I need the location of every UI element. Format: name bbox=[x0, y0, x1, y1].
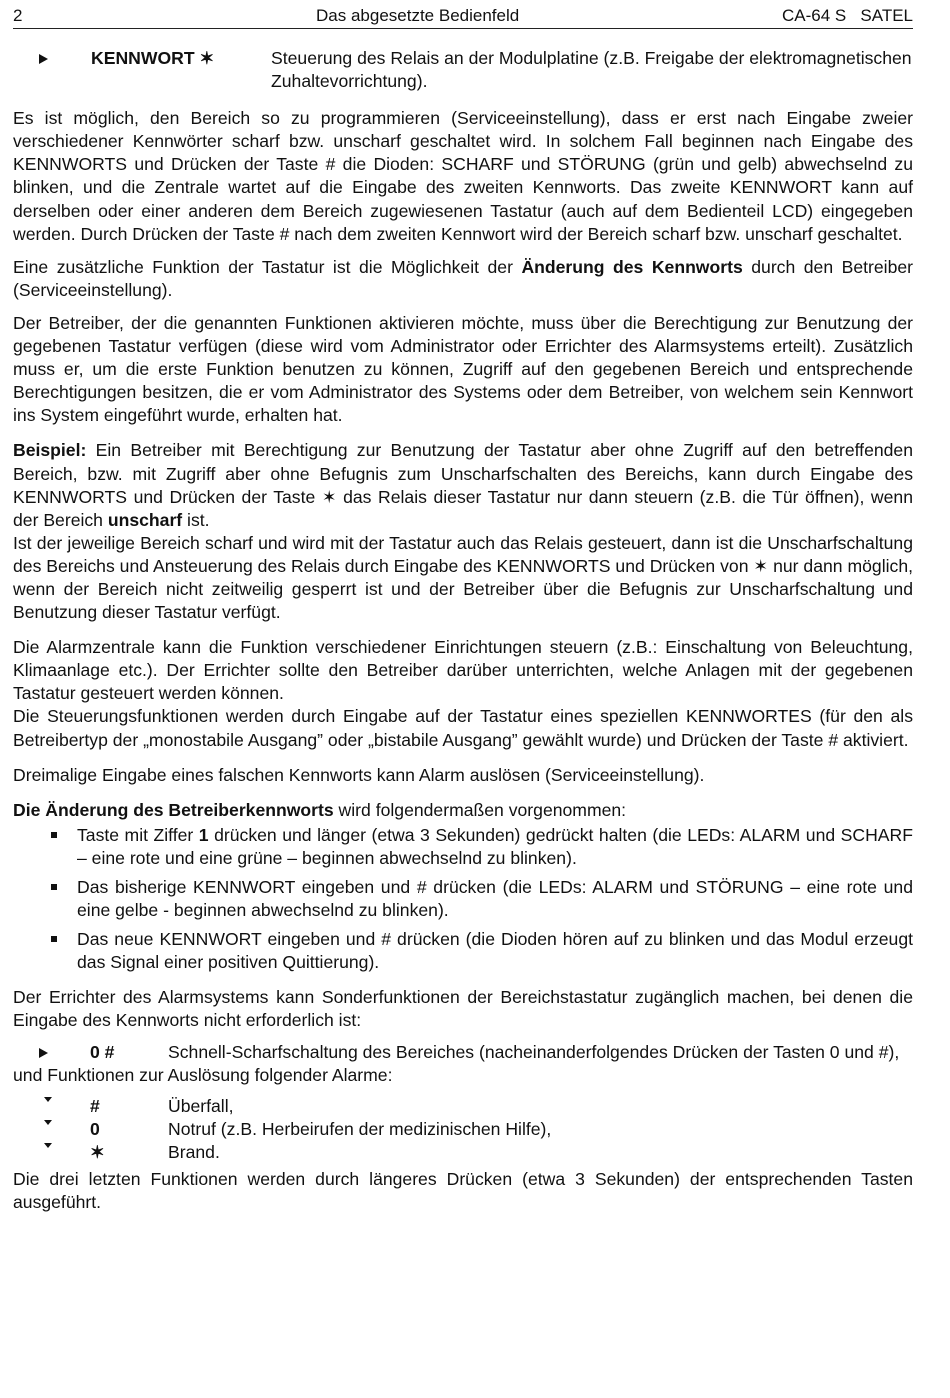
section-title: Das abgesetzte Bedienfeld bbox=[316, 6, 520, 25]
paragraph: Die Alarmzentrale kann die Funktion verschiedener Einrichtungen steuern (z.B.: Einschaltung von Beleuchtung, Klimaanlage etc.). Der Errichter sollte den Betreiber darüber unterrichten, welche Anlagen mit der gegebenen Tastatur gesteuert werden können. bbox=[13, 637, 913, 704]
paragraph: Die drei letzten Funktionen werden durch längeres Drücken (etwa 3 Sekunden) der entsprechenden Tasten ausgeführt. bbox=[13, 1169, 913, 1213]
paragraph: Die Steuerungsfunktionen werden durch Eingabe auf der Tastatur eines speziellen KENNWORTES (für den als Betreibertyp der „monostabile Ausgang” oder „bistabile Ausgang” gewählt wurde) und Drücken der Taste # aktiviert. bbox=[13, 706, 913, 750]
alarm-item bbox=[13, 1118, 913, 1141]
definition-term: KENNWORT ✶ bbox=[91, 48, 215, 68]
document-page bbox=[13, 0, 913, 1214]
square-bullet-icon bbox=[51, 884, 57, 890]
alarm-key: 0 bbox=[90, 1118, 100, 1139]
paragraph: Dreimalige Eingabe eines falschen Kennworts kann Alarm auslösen (Serviceeinstellung). bbox=[13, 764, 705, 785]
function-desc: Schnell-Scharfschaltung des Bereiches (nacheinanderfolgendes Drücken der Tasten 0 und #), bbox=[168, 1041, 900, 1062]
paragraph: Der Errichter des Alarmsystems kann Sonderfunktionen der Bereichstastatur zugänglich machen, bei denen die Eingabe des Kennworts nicht erforderlich ist: bbox=[13, 987, 913, 1031]
arrow-bullet-icon bbox=[39, 1048, 48, 1058]
list-item: Das bisherige KENNWORT eingeben und # drücken (die LEDs: ALARM und STÖRUNG – eine rote und eine gelbe - beginnen abwechselnd zu blinken). bbox=[13, 876, 913, 922]
paragraph: und Funktionen zur Auslösung folgender Alarme: bbox=[13, 1064, 393, 1085]
alarm-item bbox=[13, 1141, 913, 1164]
list-item: Das neue KENNWORT eingeben und # drücken (die Dioden hören auf zu blinken und das Modul erzeugt das Signal einer positiven Quittierung). bbox=[13, 928, 913, 974]
alarm-item bbox=[13, 1095, 913, 1118]
page-number: 2 bbox=[13, 6, 23, 25]
alarm-desc: Brand. bbox=[168, 1141, 220, 1162]
alarm-desc: Notruf (z.B. Herbeirufen der medizinischen Hilfe), bbox=[168, 1118, 552, 1139]
page-header bbox=[13, 0, 913, 29]
square-bullet-icon bbox=[51, 936, 57, 942]
triangle-bullet-icon bbox=[44, 1120, 52, 1125]
arrow-bullet-icon bbox=[39, 54, 48, 64]
definition-item bbox=[13, 47, 913, 93]
paragraph: Es ist möglich, den Bereich so zu programmieren (Serviceeinstellung), dass er erst nach Eingabe zweier verschiedener Kennwörter scharf bzw. unscharf geschaltet wird. In solchem Fall beginnen nach Eingabe des KENNWORTS und Drücken der Taste # die Dioden: SCHARF und STÖRUNG (grün und gelb) abwechselnd zu blinken, und die Zentrale wartet auf die Eingabe des zweiten Kennworts. Das zweite KENNWORT kann auf derselben oder einer anderen dem Bereich zugewiesenen Tastatur (auch auf dem Bedienteil LCD) eingegeben werden. Durch Drücken der Taste # nach dem zweiten Kennwort wird der Bereich scharf bzw. unscharf geschaltet. bbox=[13, 108, 913, 244]
product-name: CA-64 S SATEL bbox=[781, 6, 913, 25]
alarm-desc: Überfall, bbox=[168, 1095, 234, 1116]
function-item bbox=[13, 1041, 913, 1064]
function-key: 0 # bbox=[90, 1041, 115, 1062]
paragraph: Der Betreiber, der die genannten Funktionen aktivieren möchte, muss über die Berechtigung zur Benutzung der gegebenen Tastatur verfügen (diese wird vom Administrator oder Errichter des Alarmsystems erteilt). Zusätzlich muss er, um die erste Funktion benutzen zu können, Zugriff auf den gegebenen Bereich und entsprechende Berechtigungen besitzen, die er vom Administrator des Systems oder dem Betreiber, von welchem sein Kennwort ins System eingeführt wurde, erhalten hat. bbox=[13, 312, 913, 426]
example-paragraph: Beispiel: Ein Betreiber mit Berechtigung zur Benutzung der Tastatur aber ohne Zugriff auf den betreffenden Bereich, bzw. mit Zugriff aber ohne Befugnis zum Unscharfschalten des Bereichs, kann durch Eingabe des KENNWORTS und Drücken der Taste ✶ das Relais dieser Tastatur nur dann steuern (z.B. die Tür öffnen), wenn der Bereich unscharf ist. bbox=[13, 440, 913, 530]
change-heading: Die Änderung des Betreiberkennworts wird folgendermaßen vorgenommen: bbox=[13, 799, 627, 820]
triangle-bullet-icon bbox=[44, 1097, 52, 1102]
list-item: Taste mit Ziffer 1 drücken und länger (etwa 3 Sekunden) gedrückt halten (die LEDs: ALARM und SCHARF – eine rote und eine grüne – beginnen abwechselnd zu blinken). bbox=[13, 824, 913, 870]
alarm-list bbox=[13, 1095, 913, 1164]
paragraph: Eine zusätzliche Funktion der Tastatur ist die Möglichkeit der Änderung des Kennworts durch den Betreiber (Serviceeinstellung). bbox=[13, 256, 914, 300]
example-label: Beispiel: bbox=[13, 440, 87, 461]
paragraph: Ist der jeweilige Bereich scharf und wird mit der Tastatur auch das Relais gesteuert, dann ist die Unscharfschaltung des Bereichs und Ansteuerung des Relais durch Eingabe des KENNWORTS und Drücken von ✶ nur dann möglich, wenn der Bereich nicht zeitweilig gesperrt ist und der Betreiber über die Befugnis zur Unscharfschaltung und Benutzung dieser Tastatur verfügt. bbox=[13, 532, 913, 623]
triangle-bullet-icon bbox=[44, 1143, 52, 1148]
alarm-key: ✶ bbox=[90, 1141, 105, 1162]
alarm-key: # bbox=[90, 1095, 100, 1116]
square-bullet-icon bbox=[51, 832, 57, 838]
definition-desc: Steuerung des Relais an der Modulplatine (z.B. Freigabe der elektromagnetischen Zuhaltevorrichtung). bbox=[271, 48, 912, 92]
page-content bbox=[13, 47, 913, 1214]
